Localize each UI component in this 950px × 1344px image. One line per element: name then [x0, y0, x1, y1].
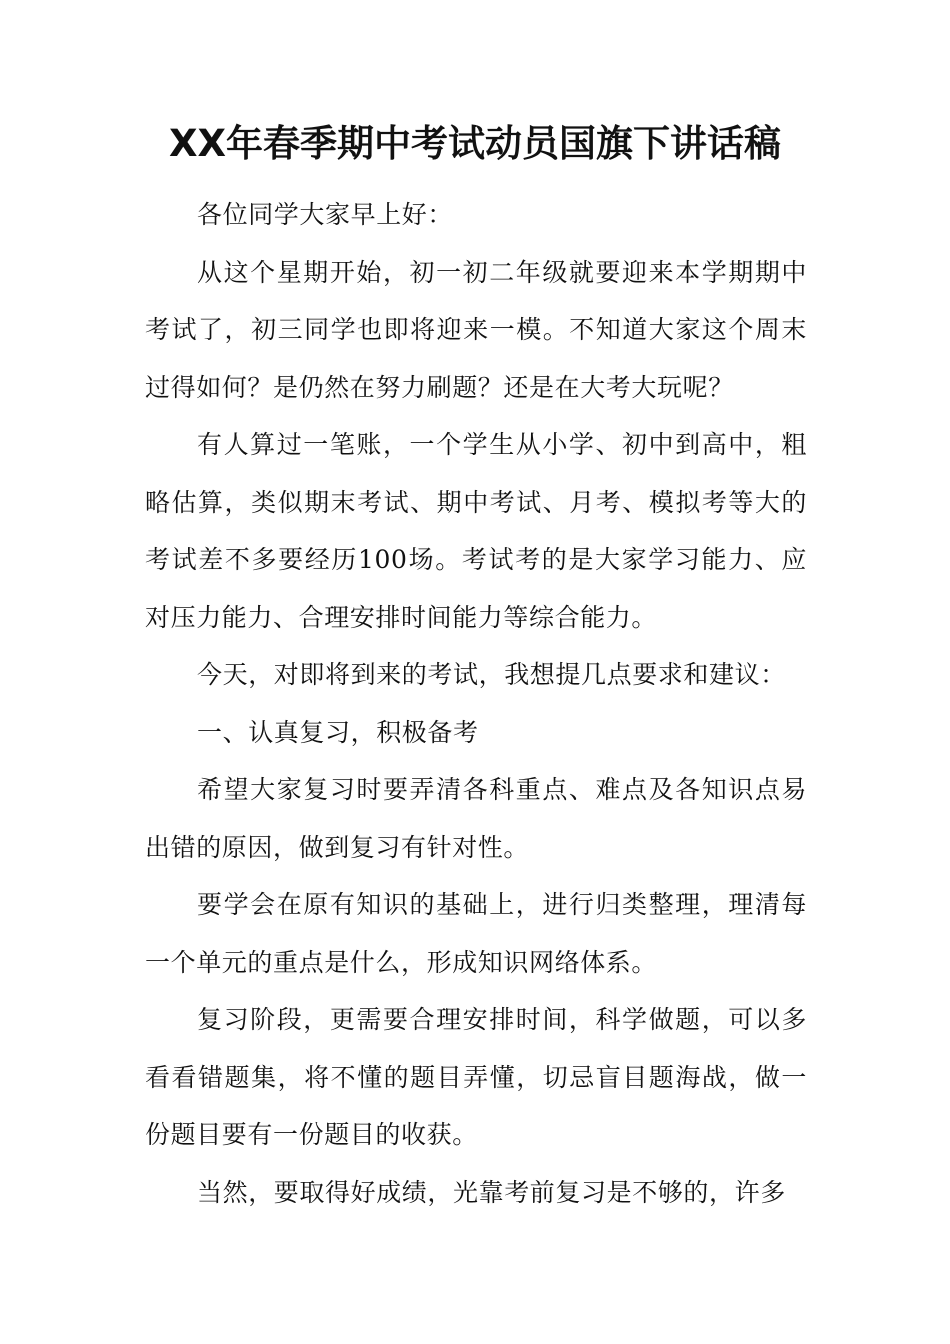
document-body	[145, 186, 807, 1221]
paragraph-suggestions-lead: 今天，对即将到来的考试，我想提几点要求和建议：	[197, 660, 786, 689]
paragraph-organize: 要学会在原有知识的基础上，进行归类整理，理清每一个单元的重点是什么，形成知识网络体系。	[145, 890, 807, 977]
paragraph-key-points: 希望大家复习时要弄清各科重点、难点及各知识点易出错的原因，做到复习有针对性。	[145, 775, 807, 862]
paragraph-intro: 从这个星期开始，初一初二年级就要迎来本学期期中考试了，初三同学也即将迎来一模。不知道大家这个周末过得如何？是仍然在努力刷题？还是在大考大玩呢？	[145, 257, 807, 402]
document-title: XX年春季期中考试动员国旗下讲话稿	[168, 122, 782, 165]
paragraph-time-management: 复习阶段，更需要合理安排时间，科学做题，可以多看看错题集，将不懂的题目弄懂，切忌盲目题海战，做一份题目要有一份题目的收获。	[145, 1005, 807, 1149]
paragraph-exam-count: 有人算过一笔账，一个学生从小学、初中到高中，粗略估算，类似期末考试、期中考试、月考、模拟考等大的考试差不多要经历100场。考试考的是大家学习能力、应对压力能力、合理安排时间能力等综合能力。	[145, 430, 807, 632]
paragraph-greeting: 各位同学大家早上好：	[197, 200, 454, 229]
paragraph-continuation: 当然，要取得好成绩，光靠考前复习是不够的，许多	[197, 1177, 786, 1207]
section-heading-1: 一、认真复习，积极备考	[197, 717, 479, 747]
